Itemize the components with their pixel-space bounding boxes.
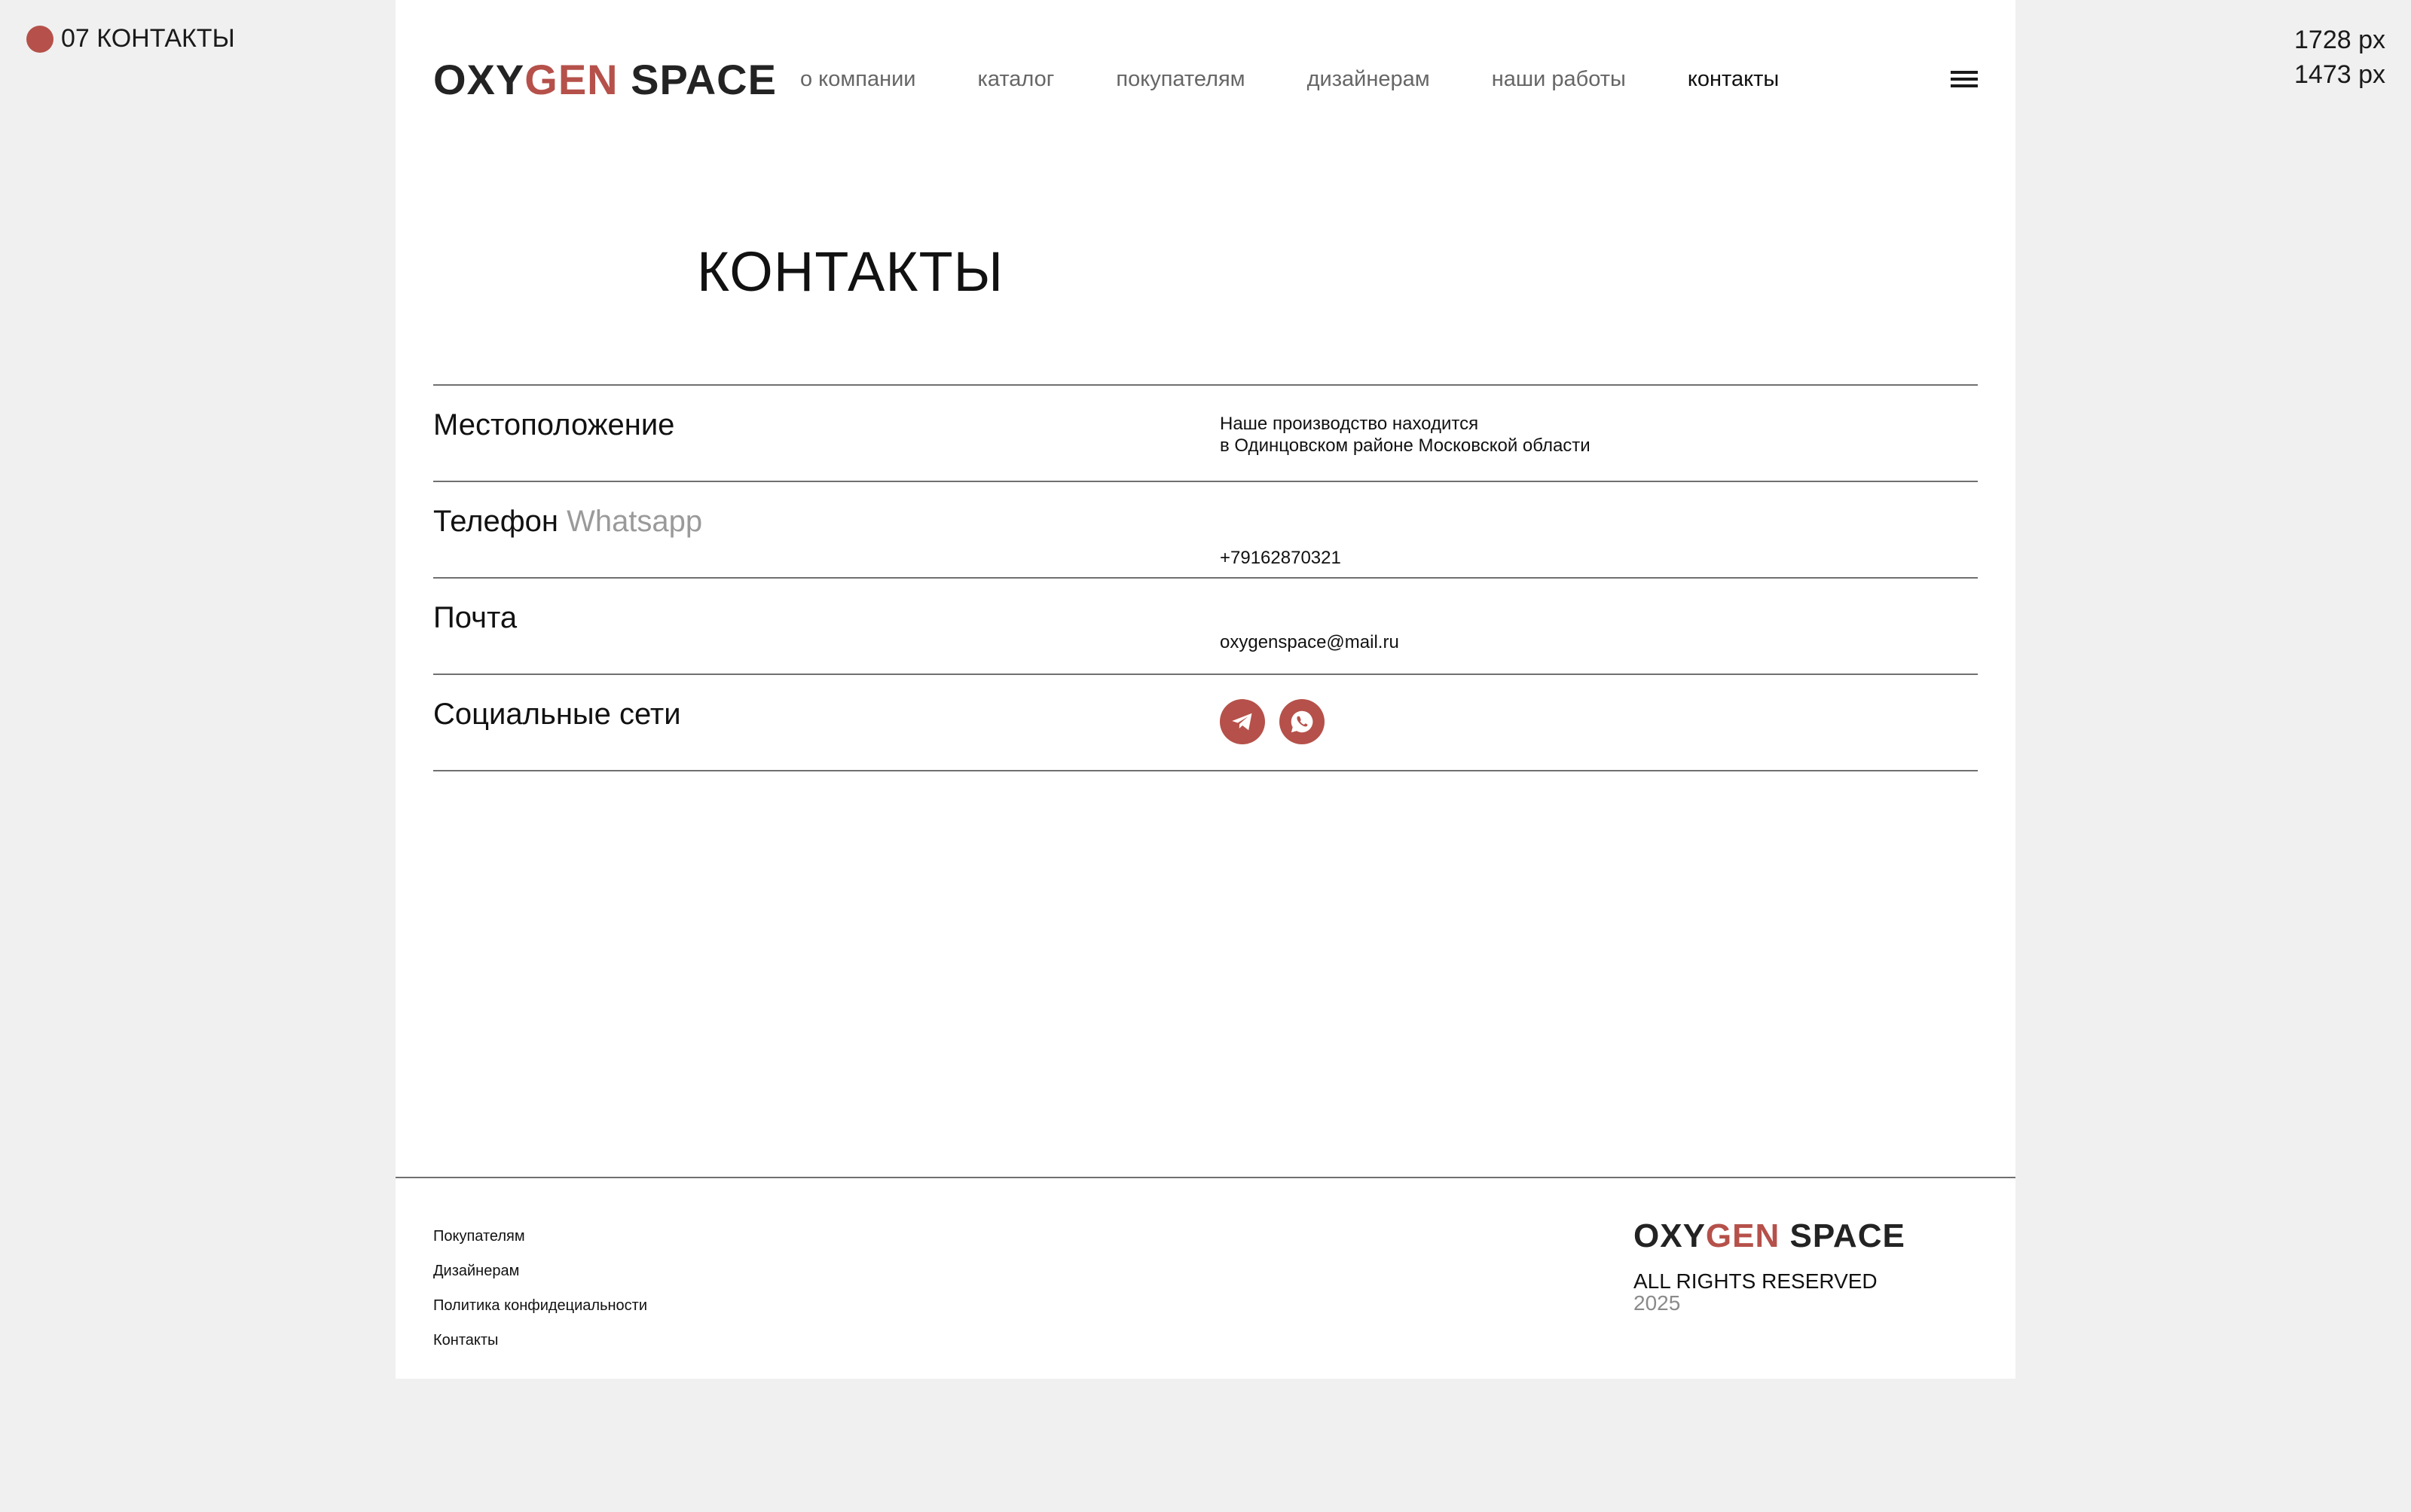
artboard-label <box>26 24 235 53</box>
logo-part-gen: GEN <box>524 55 619 103</box>
row-label-location: Местоположение <box>433 408 675 441</box>
contact-row-social <box>433 675 1978 771</box>
artboard-label-text: 07 КОНТАКТЫ <box>61 24 235 53</box>
footer-year: 2025 <box>1633 1291 1681 1315</box>
nav-item-designers[interactable]: дизайнерам <box>1306 66 1430 91</box>
contacts-table <box>433 384 1978 771</box>
whatsapp-button[interactable] <box>1279 699 1325 744</box>
footer-logo-part-oxy: OXY <box>1633 1217 1706 1254</box>
footer <box>396 1177 2015 1380</box>
footer-link-contacts[interactable]: Контакты <box>433 1332 499 1349</box>
footer-brand <box>1633 1217 1905 1314</box>
email-link[interactable]: oxygenspace@mail.ru <box>1220 632 1399 652</box>
footer-logo-part-space: SPACE <box>1780 1217 1905 1254</box>
logo[interactable] <box>433 55 777 104</box>
footer-links <box>433 1219 647 1358</box>
whatsapp-icon <box>1288 708 1316 735</box>
hamburger-line <box>1951 84 1978 87</box>
row-value-location <box>1220 413 1591 457</box>
logo-part-space: SPACE <box>618 55 777 103</box>
hamburger-icon[interactable] <box>1951 71 1978 87</box>
row-label-phone <box>433 505 702 539</box>
footer-rights: ALL RIGHTS RESERVED <box>1633 1269 1878 1293</box>
social-buttons <box>1220 699 1325 744</box>
footer-link-designers[interactable]: Дизайнерам <box>433 1263 520 1279</box>
location-line-2: в Одинцовском районе Московской области <box>1220 435 1591 456</box>
phone-label: Телефон <box>433 505 558 538</box>
nav-item-catalog[interactable]: каталог <box>977 66 1055 91</box>
footer-logo-part-gen: GEN <box>1705 1217 1780 1254</box>
phone-label-whatsapp: Whatsapp <box>567 505 703 538</box>
row-label-email: Почта <box>433 601 518 634</box>
footer-link-buyers[interactable]: Покупателям <box>433 1228 525 1245</box>
contact-row-phone <box>433 482 1978 579</box>
hamburger-line <box>1951 78 1978 81</box>
location-line-1: Наше производство находится <box>1220 414 1479 434</box>
telegram-button[interactable] <box>1220 699 1265 744</box>
nav-item-about[interactable]: о компании <box>800 66 916 91</box>
contact-row-location <box>433 386 1978 482</box>
footer-logo[interactable] <box>1633 1217 1905 1255</box>
hamburger-line <box>1951 71 1978 74</box>
footer-link-privacy[interactable]: Политика конфидециальности <box>433 1297 648 1314</box>
artboard-dot-icon <box>26 26 53 53</box>
artboard-dimensions <box>2294 23 2385 92</box>
phone-number-link[interactable]: +79162870321 <box>1220 548 1341 568</box>
artboard-width: 1728 px <box>2294 26 2385 54</box>
page-frame <box>396 0 2015 1379</box>
nav-item-works[interactable]: наши работы <box>1491 66 1626 91</box>
telegram-icon <box>1231 712 1254 732</box>
artboard-height: 1473 px <box>2294 60 2385 89</box>
contact-row-email <box>433 579 1978 675</box>
nav-item-contacts[interactable]: контакты <box>1687 66 1780 91</box>
main-nav <box>800 53 1841 105</box>
header <box>433 53 1978 105</box>
row-label-social: Социальные сети <box>433 698 681 731</box>
logo-part-oxy: OXY <box>433 55 525 103</box>
nav-item-buyers[interactable]: покупателям <box>1116 66 1245 91</box>
page-title: КОНТАКТЫ <box>697 240 1004 303</box>
